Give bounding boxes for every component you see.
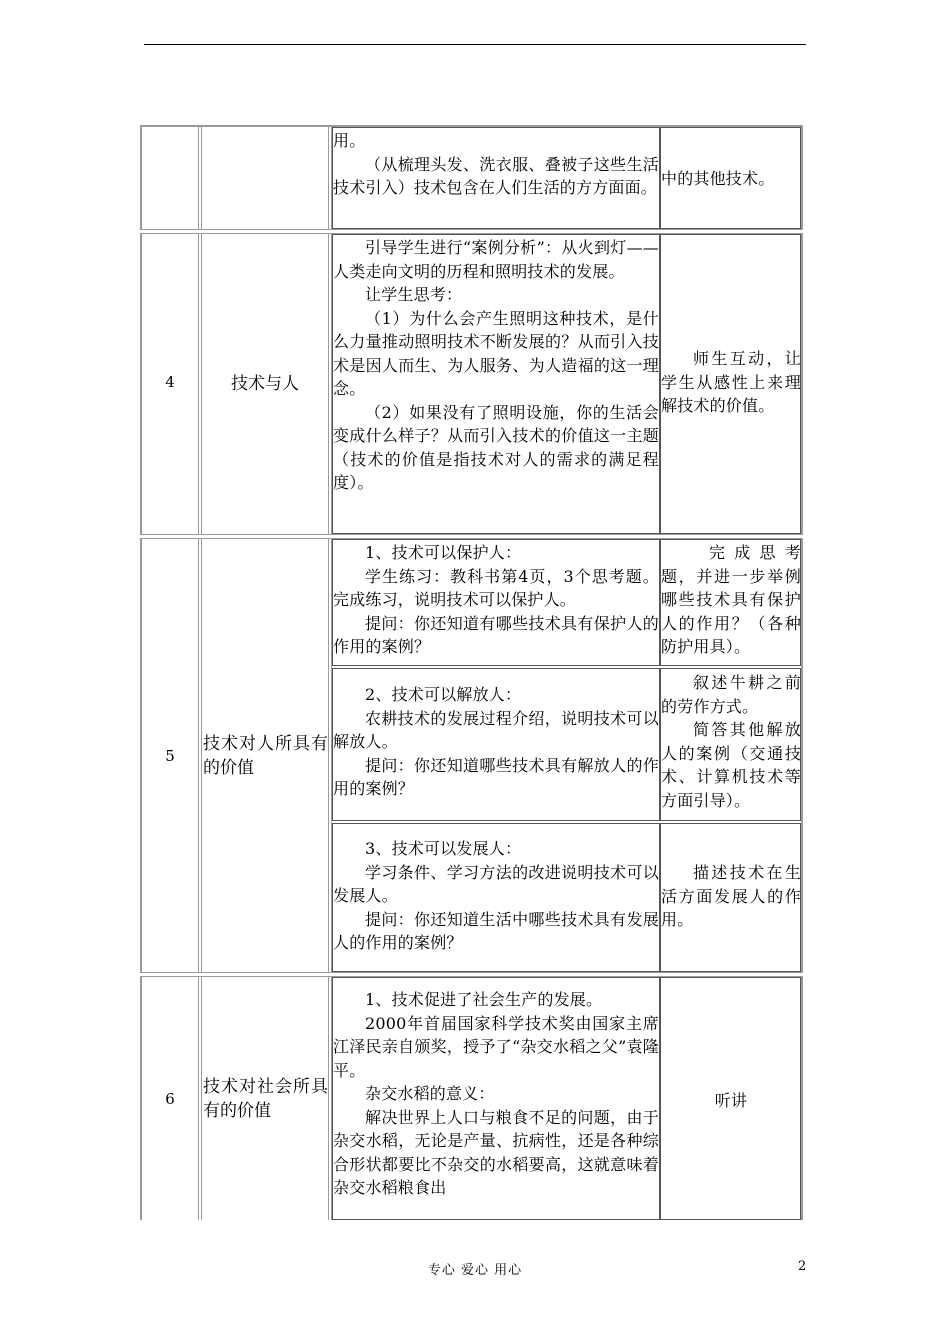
paragraph: 听讲 (714, 1091, 748, 1110)
paragraph: 师生互动，让学生从感性上来理解技术的价值。 (661, 349, 801, 415)
row2-content (333, 236, 659, 495)
row3a-content (333, 541, 659, 659)
paragraph: 简答其他解放人的案例（交通技术、计算机技术等方面引导）。 (661, 720, 801, 810)
paragraph: 用。 (333, 131, 366, 150)
row-topic: 技术对人所具有的价值 (203, 734, 328, 778)
lesson-plan-table (140, 125, 805, 1220)
paragraph: 让学生思考： (365, 285, 463, 304)
paragraph: 解决世界上人口与粮食不足的问题，由于杂交水稻，无论是产量、抗病性，还是各种综合形状都要比不杂交的水稻要高，这就意味着杂交水稻粮食出 (333, 1107, 659, 1197)
paragraph: 完成思考题，并进一步举例哪些技术具有保护人的作用？（各种防护用具）。 (661, 543, 801, 656)
row4-activity (661, 1089, 801, 1113)
row1-activity (661, 167, 801, 191)
header-rule (144, 44, 806, 45)
row3a-activity (661, 541, 801, 659)
paragraph: 农耕技术的发展过程介绍，说明技术可以解放人。 (333, 708, 659, 751)
paragraph: 杂交水稻的意义： (365, 1084, 495, 1103)
paragraph: 提问：你还知道哪些技术具有解放人的作用的案例？ (333, 755, 659, 798)
paragraph: 提问：你还知道有哪些技术具有保护人的作用的案例？ (333, 613, 659, 656)
column-divider (198, 125, 202, 1220)
row-number: 5 (165, 747, 175, 765)
row3b-content (333, 683, 659, 801)
paragraph: 2000年首届国家科学技术奖由国家主席江泽民亲自颁奖，授予了“杂交水稻之父”袁隆平。 (333, 1013, 659, 1080)
paragraph: 叙述牛耕之前的劳作方式。 (661, 673, 801, 716)
paragraph: （2）如果没有了照明设施，你的生活会变成什么样子？从而引入技术的价值这一主题（技术的价值是指技术对人的需求的满足程度）。 (333, 402, 659, 492)
paragraph: 引导学生进行“案例分析”：从火到灯——人类走向文明的历程和照明技术的发展。 (333, 238, 659, 281)
page-number: 2 (798, 1259, 807, 1274)
row3c-activity (661, 861, 801, 932)
paragraph: 2、技术可以解放人： (365, 685, 522, 704)
row-number: 4 (165, 373, 175, 391)
paragraph: 中的其他技术。 (661, 169, 775, 188)
paragraph: 提问：你还知道生活中哪些技术具有发展人的作用的案例？ (333, 909, 659, 952)
row2-activity (661, 347, 801, 418)
paragraph: （从梳理头发、洗衣服、叠被子这些生活技术引入）技术包含在人们生活的方方面面。 (333, 154, 659, 197)
footer-slogan: 专心 爱心 用心 (427, 1263, 523, 1278)
paragraph: 学习条件、学习方法的改进说明技术可以发展人。 (333, 862, 659, 905)
row-topic: 技术对社会所具有的价值 (203, 1077, 328, 1121)
row3b-activity (661, 671, 801, 812)
paragraph: 3、技术可以发展人： (365, 839, 522, 858)
paragraph: 描述技术在生活方面发展人的作用。 (661, 863, 801, 929)
row1-content (333, 129, 659, 200)
row-topic: 技术与人 (231, 374, 299, 394)
paragraph: 1、技术可以保护人： (365, 543, 522, 562)
row-number: 6 (165, 1090, 175, 1108)
row3c-content (333, 837, 659, 955)
paragraph: 1、技术促进了社会生产的发展。 (365, 990, 603, 1009)
row4-content (333, 988, 659, 1200)
paragraph: 学生练习：教科书第4页，3个思考题。完成练习，说明技术可以保护人。 (333, 566, 659, 609)
paragraph: （1）为什么会产生照明这种技术，是什么力量推动照明技术不断发展的？从而引入技术是因人而生、为人服务、为人造福的这一理念。 (333, 308, 659, 398)
